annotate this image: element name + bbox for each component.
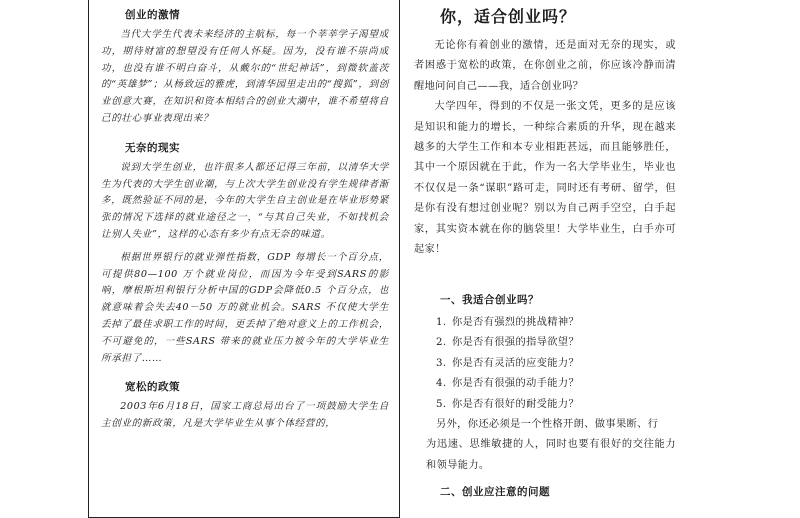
- question-list: [426, 313, 676, 415]
- list-item: 4. 你是否有很强的动手能力？: [436, 378, 580, 390]
- section-heading: 无奈的现实: [125, 141, 180, 154]
- list-item: 3. 你是否有灵活的应变能力？: [436, 357, 580, 369]
- section-heading: 二、创业应注意的问题: [440, 486, 550, 498]
- section-heading: 一、我适合创业吗？: [440, 294, 539, 306]
- list-item: 1. 你是否有强烈的挑战精神？: [436, 317, 580, 328]
- paragraph: 大学四年，得到的不仅是一张文凭，更多的是应该是知识和能力的增长，一种综合素质的升华，现在越来越多的大学生工作和本专业相距甚远，而且能够胜任，其中一个原因就在于此，作为一名大学毕业生，毕业也不仅仅是一条“谋职”路可走，同时还有考研、留学，但是你有没有想过创业呢？别以为自己两手空空，白手起家，其实资本就在你的脑袋里！大学毕业生，白手亦可起家！: [414, 101, 676, 256]
- paragraph: 无论你有着创业的激情，还是面对无奈的现实，或者困惑于宽松的政策，在你创业之前，你应该冷静而清醒地问问自己——我，适合创业吗？: [414, 40, 676, 92]
- section-heading: 宽松的政策: [125, 381, 180, 394]
- article-body: [414, 36, 676, 260]
- paragraph: 说到大学生创业，也许很多人都还记得三年前，以清华大学生为代表的大学生创业潮，与上次大学生创业没有学生规律者渐多，既然验证不同的是，今年的大学生自主创业是在毕业形势紧张的情况下选择的就业途径之一，“与其自己失业，不如找机会让别人失业”，这样的心态有多少有点无奈的味道。: [101, 161, 389, 240]
- sidebar-section: [101, 140, 389, 368]
- paragraph: 另外，你还必须是一个性格开朗、做事果断、行: [436, 419, 659, 431]
- section-heading: 创业的激情: [125, 9, 180, 21]
- article-section-2: [426, 484, 676, 505]
- paragraph: 为迅速、思维敏捷的人，同时也要有很好的交往能力和领导能力。: [426, 439, 676, 471]
- article-section-1: [426, 292, 676, 476]
- article-title: 你，适合创业吗？: [440, 7, 577, 26]
- paragraph: 当代大学生代表未来经济的主航标，每一个莘莘学子渴望成功，期待财富的想望没有任何人怀疑。因为，没有谁不崇尚成功，也没有谁不明白奋斗，从戴尔的“世纪神话”，到微软盖茨的“英雄梦”；从杨致远的雅虎，到清华园里走出的“搜狐”，到创业创意大赛，在知识和资本相结合的创业大潮中，谁不希望将自己的壮心事业表现出来？: [101, 29, 389, 124]
- sidebar-section: [101, 379, 389, 433]
- paragraph: 2003年6月18日，国家工商总局出台了一项鼓励大学生自主创业的新政策，凡是大学毕业生从事个体经营的，: [101, 401, 389, 430]
- sidebar-section: [101, 7, 389, 128]
- paragraph-block: [426, 415, 676, 476]
- list-item: 5. 你是否有很好的耐受能力？: [436, 398, 580, 410]
- paragraph: 根据世界银行的就业弹性指数，GDP 每增长一个百分点，可提供80—100 万个就业岗位，而因为今年受到SARS的影响，摩根斯坦利银行分析中国的GDP会降低0.5 个百分点，也就意味着会失去40－50 万的就业机会。SARS 不仅使大学生丢掉了最佳求职工作的时间，更丢掉了绝对意义上的工作机会，不可避免的，一些SARS 带来的就业压力被今年的大学毕业生所承担了……: [101, 251, 389, 364]
- sidebar-box: [88, 0, 400, 518]
- list-item: 2. 你是否有很强的指导欲望？: [436, 337, 580, 349]
